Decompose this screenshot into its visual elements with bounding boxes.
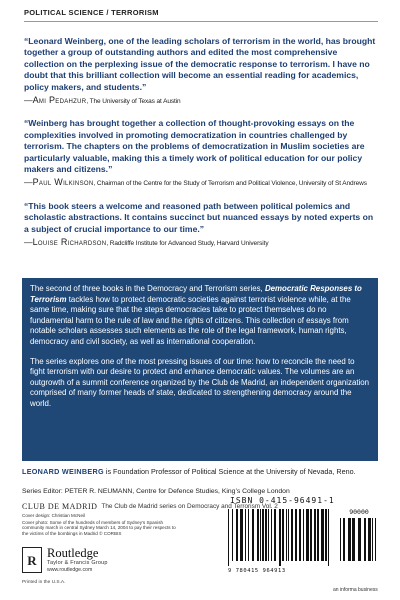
barcode-bar (352, 518, 355, 561)
publisher-group: Taylor & Francis Group (47, 560, 108, 566)
barcode-bar (274, 509, 276, 561)
description-panel (22, 278, 378, 461)
barcode-bar (252, 509, 254, 561)
barcode-bar (299, 509, 301, 561)
description-body: tackles how to protect democratic societies against terrorist violence while, at the same time, making sure that the steps democracies take to protect themselves do no fundamental harm to the rule of law and the rights of citizens. This collection of essays from notable scholars assesses such elements as the role of the legal framework, human rights, democracy and civil society, as well as international cooperation. (30, 294, 351, 346)
barcode-bar (232, 509, 233, 561)
barcode-bar (291, 509, 293, 561)
publisher-url: www.routledge.com (47, 566, 93, 573)
ean-barcode-icon (228, 509, 332, 566)
endorsement (24, 36, 378, 107)
description-intro: The second of three books in the Democracy and Terrorism series, (30, 284, 265, 293)
barcode-bar (321, 509, 324, 561)
barcode-bar (348, 518, 351, 561)
attribution-dash: — (24, 95, 33, 106)
series-editor (22, 487, 378, 496)
informa-note: an informa business (333, 587, 378, 593)
quote-text: “This book steers a welcome and reasoned path between political polemics and scholastic abstractions. It contains succinct but nuanced essays by noted experts on a subject of crucial importance to our time.” (24, 200, 374, 234)
barcode-bar (268, 509, 269, 561)
barcode-bar (262, 509, 264, 561)
barcode-bar (295, 509, 297, 561)
barcode-bar (368, 518, 371, 561)
publisher-name: Routledge (47, 546, 99, 560)
quote-attribution (24, 95, 378, 107)
barcode-bar (343, 518, 345, 561)
barcode-bar (257, 509, 259, 561)
barcode-bar (310, 509, 312, 561)
description-paragraph-1 (30, 284, 370, 348)
series-editor-affiliation: , Centre for Defence Studies, King’s College London (132, 488, 290, 495)
quote-author: Louise Richardson (32, 237, 107, 248)
barcode-bar (317, 509, 319, 561)
series-editor-name: PETER R. NEUMANN (64, 488, 133, 495)
club-de-madrid-logo: CLUB DE MADRID (22, 501, 98, 511)
barcode-bar (358, 518, 361, 561)
cover-credits (22, 513, 178, 537)
barcode-bar (228, 509, 229, 566)
barcode (228, 496, 380, 588)
category-label: POLITICAL SCIENCE / TERRORISM (24, 8, 159, 17)
barcode-digits: 9 780415 964913 (228, 568, 286, 574)
author-name: LEONARD WEINBERG (22, 467, 104, 476)
barcode-bar (314, 509, 316, 561)
barcode-bar (375, 518, 376, 561)
description-paragraph-2: The series explores one of the most pressing issues of our time: how to reconcile the need to fight terrorism with our desire to protect and enhance democratic values. The volumes are an outgrowth of a summit conference organized by the Club de Madrid, an independent organization comprised of many former heads of state, dedicated to strengthening democracy around the world. (30, 356, 370, 408)
barcode-bar (240, 509, 243, 561)
barcode-bar (328, 509, 329, 566)
barcode-bar (271, 509, 272, 561)
endorsements (24, 36, 378, 261)
quote-affiliation: , Radcliffe Institute for Advanced Study, Harvard University (106, 240, 269, 248)
barcode-bar (288, 509, 289, 561)
quote-attribution (24, 177, 378, 189)
price-addon-label: 90000 (349, 508, 369, 516)
barcode-bar (282, 509, 284, 561)
publisher-logo (22, 547, 182, 573)
barcode-bar (372, 518, 373, 561)
routledge-mark-icon: R (22, 547, 42, 573)
isbn-label: ISBN 0-415-96491-1 (230, 496, 335, 505)
attribution-dash: — (24, 237, 33, 248)
quote-attribution (24, 237, 378, 249)
book-title: Democratic Responses to Terrorism (30, 284, 362, 304)
endorsement (24, 201, 378, 250)
quote-author: Paul Wilkinson (32, 177, 94, 188)
endorsement (24, 118, 378, 189)
barcode-bar (364, 518, 366, 561)
barcode-bar (286, 509, 287, 561)
cover-design-credit: Cover design: Christian McNeil (22, 513, 86, 518)
barcode-bar (325, 509, 327, 561)
barcode-bar (260, 509, 261, 561)
quote-affiliation: , Chairman of the Centre for the Study of Terrorism and Political Violence, University of St Andrews (93, 180, 367, 188)
author-bio (22, 467, 378, 477)
quote-author: Ami Pedahzur (32, 95, 87, 106)
barcode-bar (306, 509, 309, 561)
barcode-bar (265, 509, 267, 561)
quote-text: “Weinberg has brought together a collection of thought-provoking essays on the complexities involved in promoting democratization in countries challenged by terrorism. The chapters on the problems of democratization in Muslim societies are particularly valuable, making this a timely work of political education for our policy makers and citizens.” (24, 118, 365, 175)
series-editor-label: Series Editor: (22, 488, 65, 495)
barcode-bar (279, 509, 281, 566)
cover-photo-credit: Cover photo: Some of the hundreds of members of Sydney's Spanish community march in central Sydney March 14, 2004 to pay their respects to the victims of the bombings in Madrid © CORBIS (22, 519, 176, 536)
addon-barcode-icon (340, 518, 378, 566)
printed-in: Printed in the U.S.A. (22, 580, 66, 585)
series-note: The Club de Madrid series on Democracy and Terrorism Vol. 2 (101, 502, 278, 510)
barcode-bar (236, 509, 238, 561)
barcode-bar (245, 509, 246, 561)
top-rule (24, 21, 378, 22)
barcode-bar (248, 509, 249, 561)
author-bio-text: is Foundation Professor of Political Science at the University of Nevada, Reno. (103, 467, 356, 476)
barcode-bar (340, 518, 341, 561)
barcode-bar (303, 509, 304, 561)
quote-affiliation: , The University of Texas at Austin (86, 98, 181, 106)
quote-text: “Leonard Weinberg, one of the leading scholars of terrorism in the world, has brought together a group of outstanding authors and edited the most comprehensive collection on the perplexing issue of the democratic response to terrorism. I have no doubt that this brilliant collection will become an essential reading for academics, policy makers, and students.” (24, 36, 376, 92)
attribution-dash: — (24, 177, 33, 188)
